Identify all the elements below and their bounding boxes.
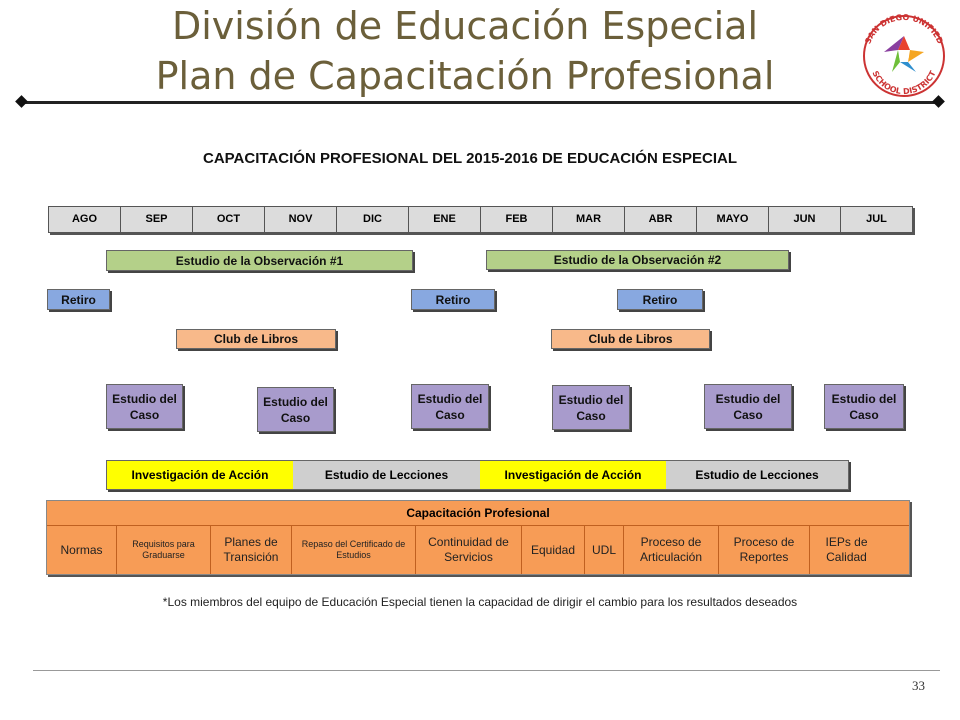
pd-topic: Continuidad de Servicios: [416, 526, 522, 574]
professional-development-table: [46, 500, 910, 575]
pd-topic: Requisitos para Graduarse: [117, 526, 211, 574]
pd-topic: Planes de Transición: [211, 526, 292, 574]
action-research-2: Investigación de Acción: [480, 461, 666, 489]
month-cell: DIC: [337, 207, 409, 232]
pd-topic: Repaso del Certificado de Estudios: [292, 526, 416, 574]
observation-study-1: Estudio de la Observación #1: [106, 250, 413, 271]
pd-header: Capacitación Profesional: [47, 501, 909, 526]
district-logo: [855, 8, 953, 98]
case-study-3: Estudio del Caso: [411, 384, 489, 429]
title-line-2: Plan de Capacitación Profesional: [155, 54, 775, 98]
case-study-2: Estudio del Caso: [257, 387, 334, 432]
month-cell: SEP: [121, 207, 193, 232]
month-cell: ABR: [625, 207, 697, 232]
lesson-study-2: Estudio de Lecciones: [666, 461, 848, 489]
book-club-2: Club de Libros: [551, 329, 710, 349]
pd-topic: Proceso de Articulación: [624, 526, 719, 574]
pd-topic: UDL: [585, 526, 624, 574]
research-strip: [106, 460, 849, 490]
month-cell: OCT: [193, 207, 265, 232]
month-cell: NOV: [265, 207, 337, 232]
month-cell: FEB: [481, 207, 553, 232]
pd-topic: Proceso de Reportes: [719, 526, 810, 574]
svg-text:SCHOOL DISTRICT: [870, 69, 937, 96]
logo-bottom-text: SCHOOL DISTRICT: [870, 69, 938, 97]
logo-top-text: SAN DIEGO UNIFIED: [863, 12, 945, 46]
plan-heading: CAPACITACIÓN PROFESIONAL DEL 2015-2016 DE EDUCACIÓN ESPECIAL: [203, 150, 737, 167]
retreat-2: Retiro: [411, 289, 495, 310]
title-rule: [22, 101, 938, 104]
case-study-5: Estudio del Caso: [704, 384, 792, 429]
month-cell: JUL: [841, 207, 912, 232]
month-cell: JUN: [769, 207, 841, 232]
case-study-1: Estudio del Caso: [106, 384, 183, 429]
pd-topic: IEPs de Calidad: [825, 535, 868, 564]
book-club-1: Club de Libros: [176, 329, 336, 349]
pd-topic: Equidad: [522, 526, 585, 574]
lesson-study-1: Estudio de Lecciones: [293, 461, 480, 489]
month-timeline: [48, 206, 913, 233]
footnote: *Los miembros del equipo de Educación Especial tienen la capacidad de dirigir el cambio para los resultados deseados: [162, 595, 798, 609]
month-cell: MAR: [553, 207, 625, 232]
pd-topic: Normas: [47, 526, 117, 574]
month-cell: ENE: [409, 207, 481, 232]
case-study-6: Estudio del Caso: [824, 384, 904, 429]
case-study-4: Estudio del Caso: [552, 385, 630, 430]
title-line-1: División de Educación Especial: [171, 4, 759, 48]
month-cell: MAYO: [697, 207, 769, 232]
page-number: 33: [912, 678, 925, 693]
month-cell: AGO: [49, 207, 121, 232]
retreat-1: Retiro: [47, 289, 110, 310]
retreat-3: Retiro: [617, 289, 703, 310]
footer-rule: [33, 670, 940, 671]
pd-topics-row: [47, 526, 909, 574]
observation-study-2: Estudio de la Observación #2: [486, 250, 789, 270]
action-research-1: Investigación de Acción: [107, 461, 293, 489]
